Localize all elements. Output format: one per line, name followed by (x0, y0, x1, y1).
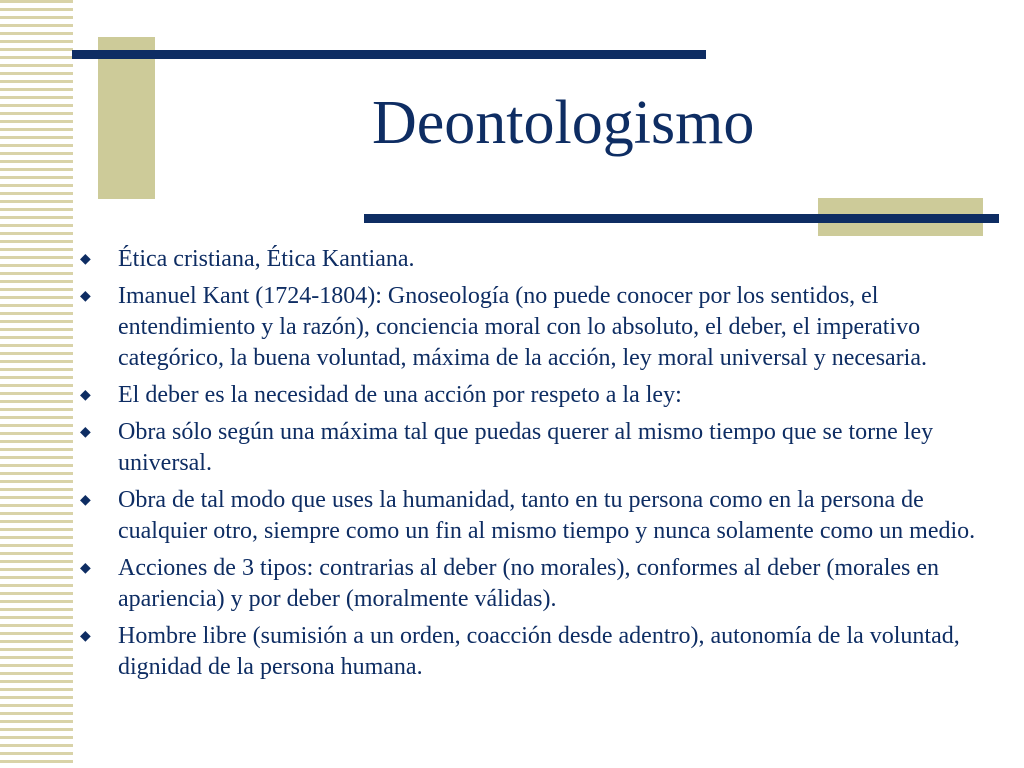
title-rule-bottom (364, 214, 999, 223)
bullet-text: Ética cristiana, Ética Kantiana. (118, 246, 415, 272)
bullet-item (80, 553, 1010, 615)
slide-title: Deontologismo (372, 89, 755, 157)
bullet-item (80, 485, 1010, 547)
bullet-item (80, 244, 1010, 275)
bullet-item (80, 621, 1010, 683)
diamond-bullet-icon: ◆ (80, 388, 91, 403)
bullet-text: Imanuel Kant (1724-1804): Gnoseología (no puede conocer por los sentidos, el entendimiento y la razón), conciencia moral con lo absoluto, el deber, el imperativo categórico, la buena voluntad, máxima de la acción, ley moral universal y necesaria. (118, 283, 927, 371)
title-rule-top (72, 50, 706, 59)
diamond-bullet-icon: ◆ (80, 493, 91, 508)
diamond-bullet-icon: ◆ (80, 629, 91, 644)
diamond-bullet-icon: ◆ (80, 425, 91, 440)
bullet-text: Obra de tal modo que uses la humanidad, tanto en tu persona como en la persona de cualquier otro, siempre como un fin al mismo tiempo y nunca solamente como un medio. (118, 487, 976, 544)
left-stripe-decoration (0, 0, 73, 768)
bullet-item (80, 281, 1010, 374)
bullet-text: Hombre libre (sumisión a un orden, coacción desde adentro), autonomía de la voluntad, dignidad de la persona humana. (118, 623, 960, 680)
bullet-text: Acciones de 3 tipos: contrarias al deber (no morales), conformes al deber (morales en apariencia) y por deber (moralmente válidas). (118, 555, 940, 612)
diamond-bullet-icon: ◆ (80, 289, 91, 304)
bullet-item (80, 417, 1010, 479)
bullet-text: Obra sólo según una máxima tal que puedas querer al mismo tiempo que se torne ley universal. (118, 419, 934, 476)
bullet-list (80, 244, 1010, 689)
title-accent-block-left (98, 37, 155, 199)
bullet-text: El deber es la necesidad de una acción por respeto a la ley: (118, 382, 682, 408)
diamond-bullet-icon: ◆ (80, 252, 91, 267)
bullet-item (80, 380, 1010, 411)
diamond-bullet-icon: ◆ (80, 561, 91, 576)
